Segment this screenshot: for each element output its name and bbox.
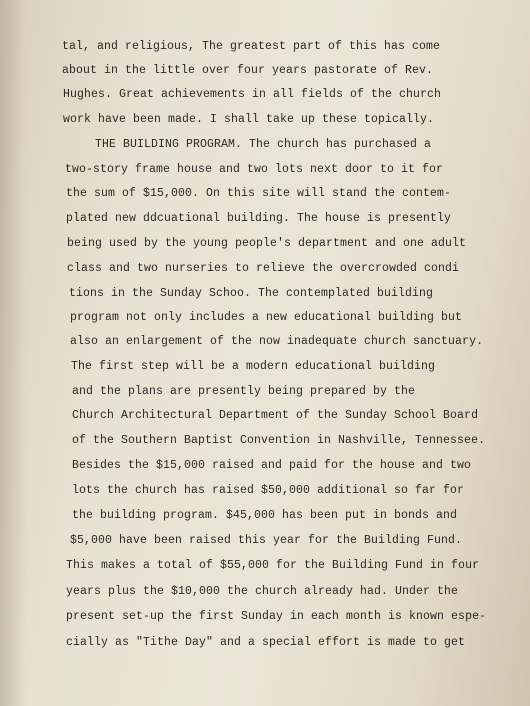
text-line: plated new ddcuational building. The house is presently <box>66 212 452 225</box>
text-line: cially as "Tithe Day" and a special effort is made to get <box>66 636 466 649</box>
text-line: tal, and religious, The greatest part of this has come <box>62 40 441 53</box>
text-line: THE BUILDING PROGRAM. The church has purchased a <box>95 138 432 151</box>
text-line: years plus the $10,000 the church already had. Under the <box>66 585 459 598</box>
text-line: Hughes. Great achievements in all fields of the church <box>63 88 442 101</box>
text-line: the building program. $45,000 has been put in bonds and <box>72 509 458 522</box>
text-line: tions in the Sunday Schoo. The contemplated building <box>69 287 434 300</box>
text-line: of the Southern Baptist Convention in Nashville, Tennessee. <box>72 434 486 447</box>
text-line: about in the little over four years pastorate of Rev. <box>62 64 434 77</box>
text-line: also an enlargement of the now inadequate church sanctuary. <box>70 335 484 348</box>
text-line: the sum of $15,000. On this site will stand the contem- <box>66 187 452 200</box>
text-line: The first step will be a modern educational building <box>71 360 436 373</box>
text-line: and the plans are presently being prepared by the <box>72 385 416 398</box>
page-edge-shadow <box>0 0 26 706</box>
text-line: Besides the $15,000 raised and paid for the house and two <box>72 459 472 472</box>
text-line: two-story frame house and two lots next door to it for <box>65 163 444 176</box>
text-line: Church Architectural Department of the Sunday School Board <box>72 409 479 422</box>
text-line: present set-up the first Sunday in each month is known espe- <box>66 610 487 623</box>
text-line: $5,000 have been raised this year for the Building Fund. <box>70 534 463 547</box>
text-line: class and two nurseries to relieve the overcrowded condi <box>67 262 460 275</box>
text-line: program not only includes a new educational building but <box>70 311 463 324</box>
text-line: lots the church has raised $50,000 additional so far for <box>72 484 465 497</box>
text-line: work have been made. I shall take up these topically. <box>63 113 435 126</box>
text-line: This makes a total of $55,000 for the Building Fund in four <box>66 559 480 572</box>
text-line: being used by the young people's department and one adult <box>67 237 467 250</box>
